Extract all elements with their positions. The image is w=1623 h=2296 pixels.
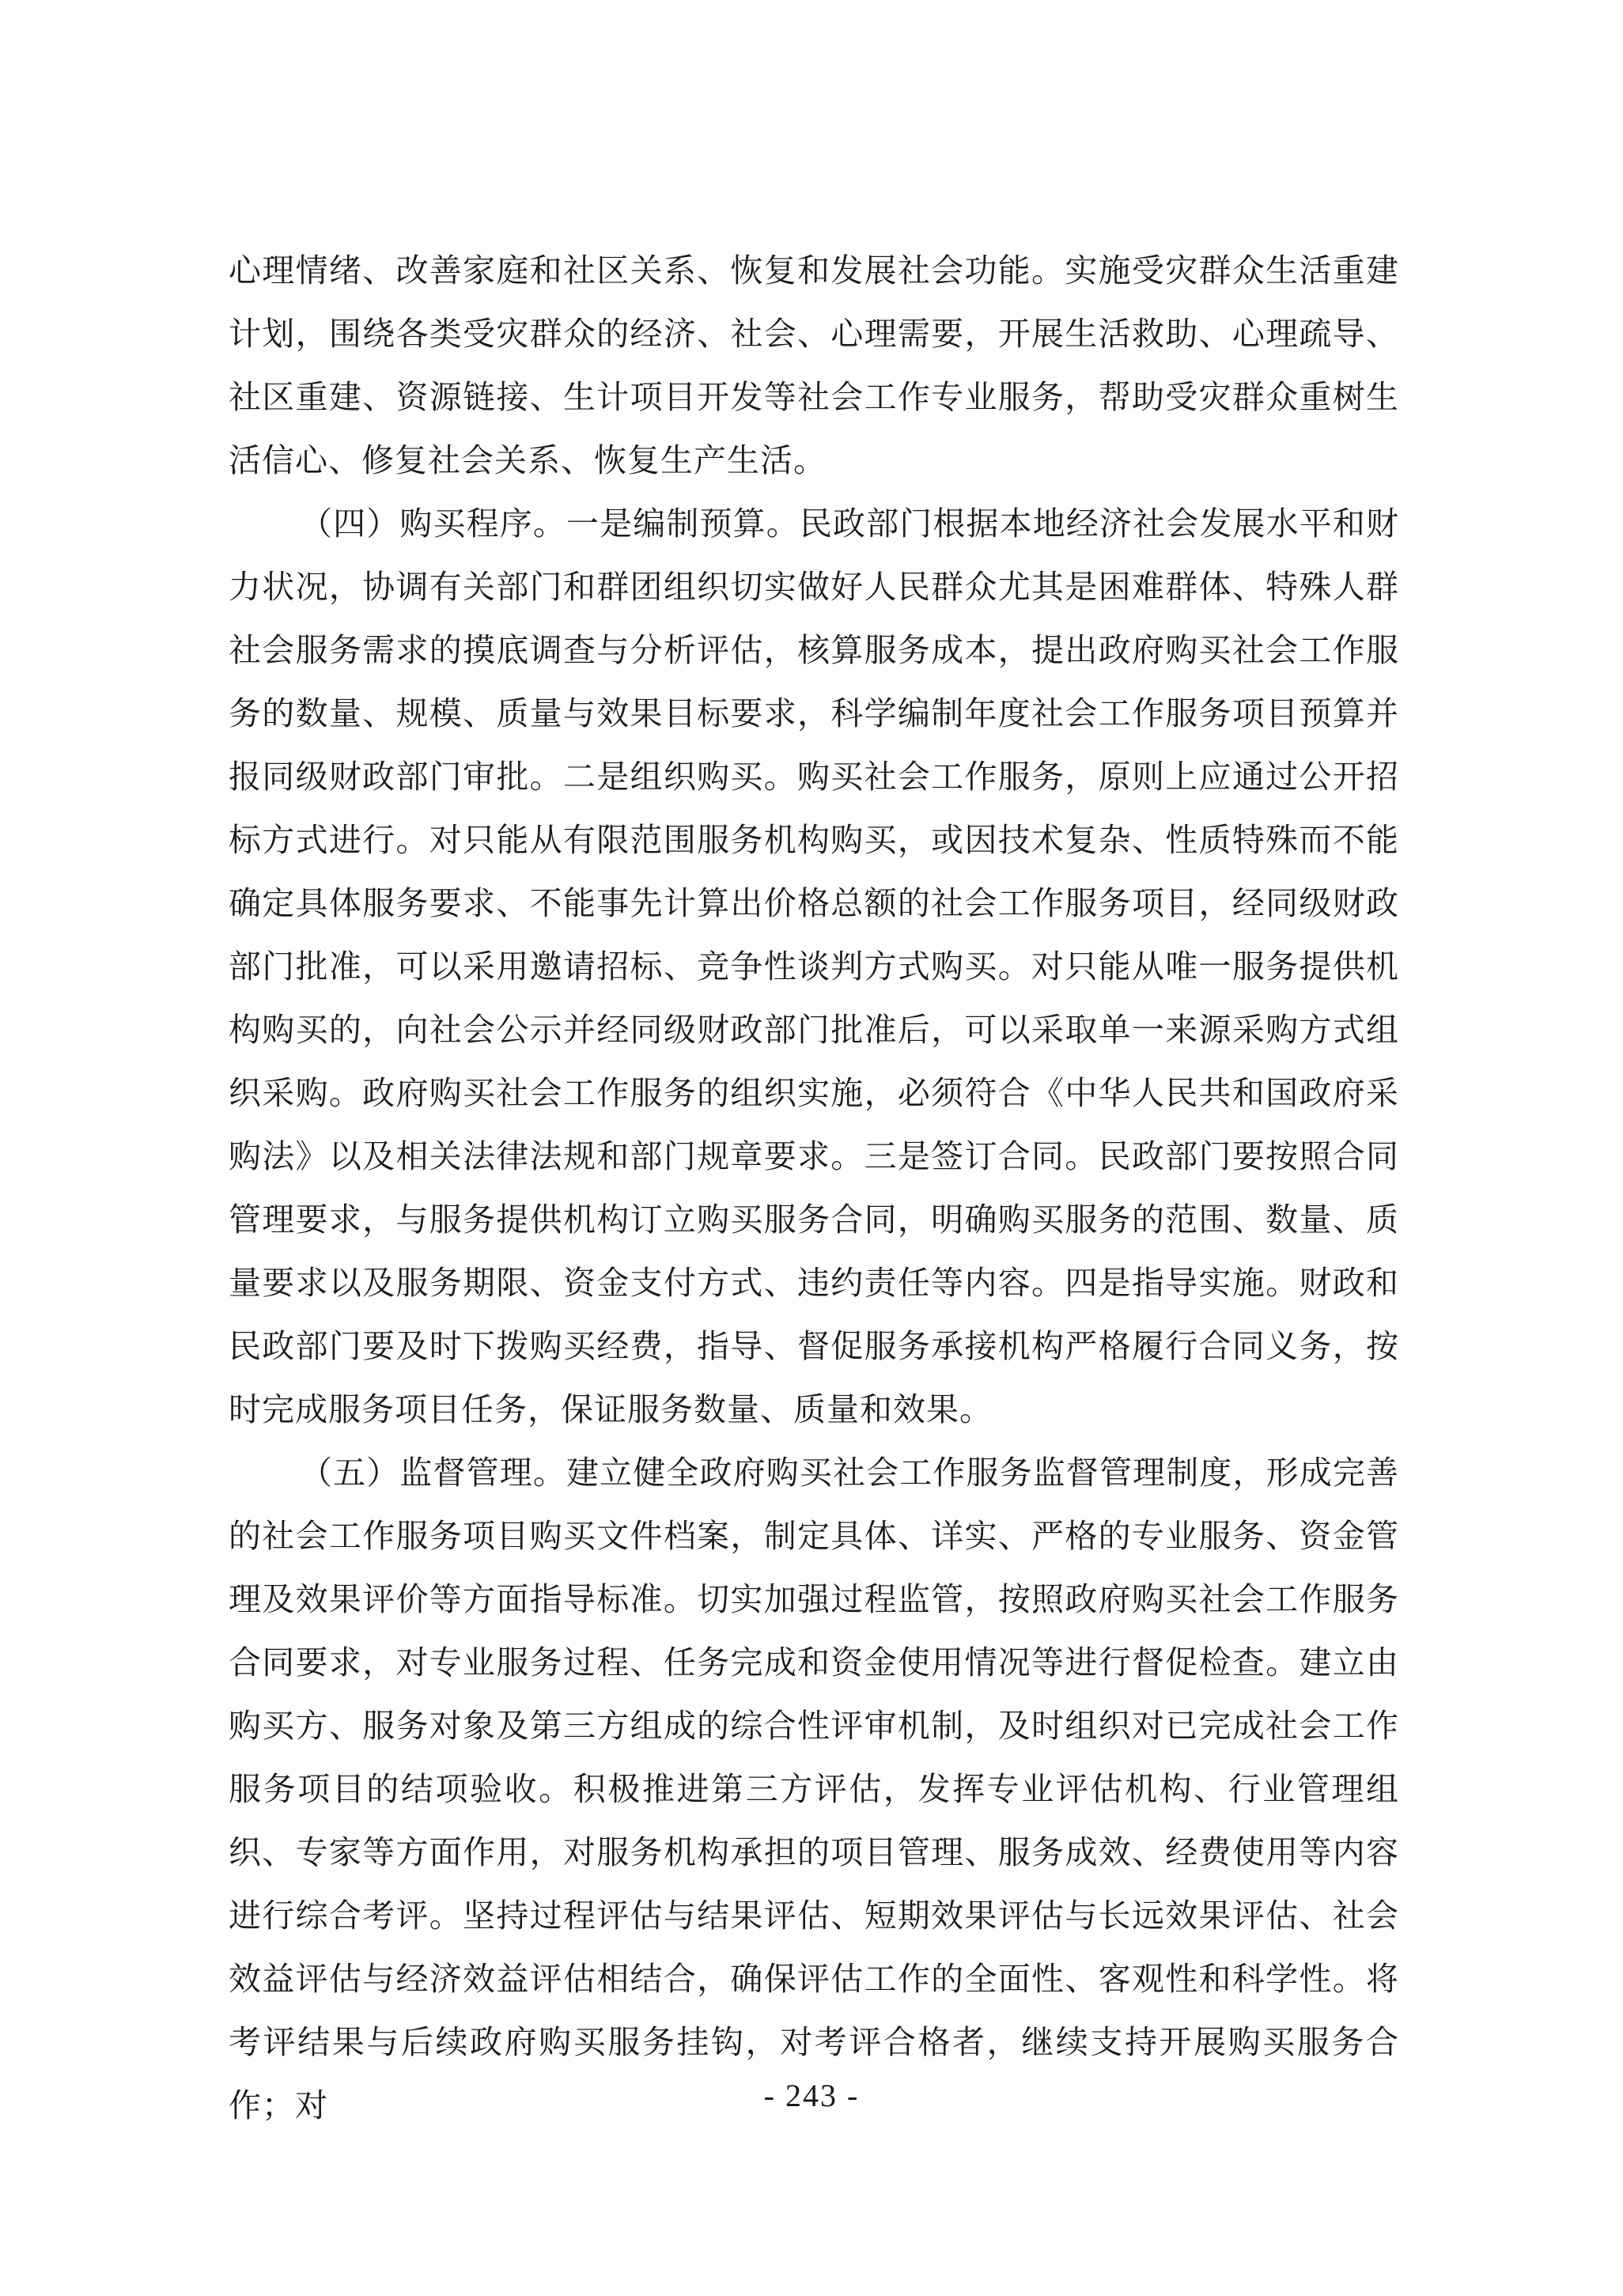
page-number: - 243 - bbox=[763, 2078, 860, 2113]
paragraph-purchase-procedure: （四）购买程序。一是编制预算。民政部门根据本地经济社会发展水平和财力状况，协调有关部门和群团组织切实做好人民群众尤其是困难群体、特殊人群社会服务需求的摸底调查与分析评估，核算服务成本，提出政府购买社会工作服务的数量、规模、质量与效果目标要求，科学编制年度社会工作服务项目预算并报同级财政部门审批。二是组织购买。购买社会工作服务，原则上应通过公开招标方式进行。对只能从有限范围服务机构购买，或因技术复杂、性质特殊而不能确定具体服务要求、不能事先计算出价格总额的社会工作服务项目，经同级财政部门批准，可以采用邀请招标、竞争性谈判方式购买。对只能从唯一服务提供机构购买的，向社会公示并经同级财政部门批准后，可以采取单一来源采购方式组织采购。政府购买社会工作服务的组织实施，必须符合《中华人民共和国政府采购法》以及相关法律法规和部门规章要求。三是签订合同。民政部门要按照合同管理要求，与服务提供机构订立购买服务合同，明确购买服务的范围、数量、质量要求以及服务期限、资金支付方式、违约责任等内容。四是指导实施。财政和民政部门要及时下拨购买经费，指导、督促服务承接机构严格履行合同义务，按时完成服务项目任务，保证服务数量、质量和效果。 bbox=[229, 505, 1399, 1428]
paragraph-continuation: 心理情绪、改善家庭和社区关系、恢复和发展社会功能。实施受灾群众生活重建计划，围绕各类受灾群众的经济、社会、心理需要，开展生活救助、心理疏导、社区重建、资源链接、生计项目开发等社会工作专业服务，帮助受灾群众重树生活信心、修复社会关系、恢复生产生活。 bbox=[229, 252, 1399, 479]
paragraph-supervision-management: （五）监督管理。建立健全政府购买社会工作服务监督管理制度，形成完善的社会工作服务项目购买文件档案，制定具体、详实、严格的专业服务、资金管理及效果评价等方面指导标准。切实加强过程监管，按照政府购买社会工作服务合同要求，对专业服务过程、任务完成和资金使用情况等进行督促检查。建立由购买方、服务对象及第三方组成的综合性评审机制，及时组织对已完成社会工作服务项目的结项验收。积极推进第三方评估，发挥专业评估机构、行业管理组织、专家等方面作用，对服务机构承担的项目管理、服务成效、经费使用等内容进行综合考评。坚持过程评估与结果评估、短期效果评估与长远效果评估、社会效益评估与经济效益评估相结合，确保评估工作的全面性、客观性和科学性。将考评结果与后续政府购买服务挂钩，对考评合格者，继续支持开展购买服务合作；对 bbox=[229, 1454, 1399, 2124]
body-text bbox=[229, 239, 1399, 2137]
